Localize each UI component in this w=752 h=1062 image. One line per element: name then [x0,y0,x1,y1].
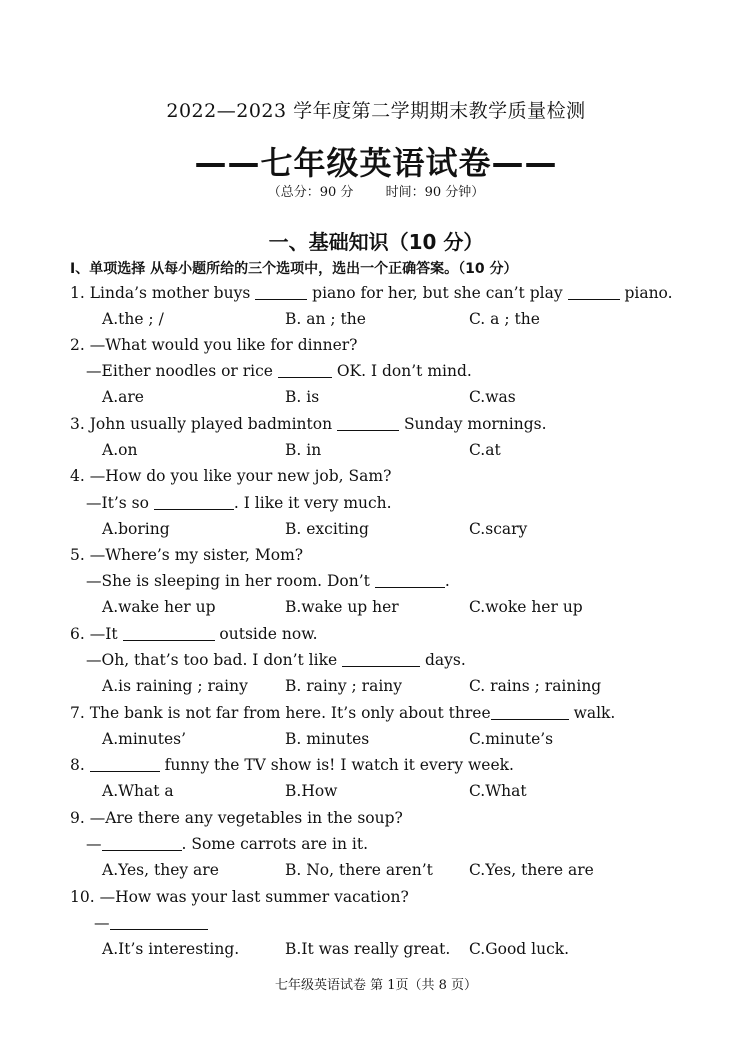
option-c: C.Yes, there are [469,861,594,879]
option-b: B. an ; the [285,310,366,328]
option-a: A.on [102,441,138,459]
answer-blank [278,363,332,378]
exam-info [0,181,752,200]
time-info: 时间：90 分钟） [385,185,485,200]
question-8-line-1: 8. funny the TV show is! I watch it every week. [70,756,514,774]
option-c: C. a ; the [469,310,540,328]
option-c: C.What [469,782,527,800]
option-c: C. rains ; raining [469,677,602,695]
question-9-line-1: 9. —Are there any vegetables in the soup? [70,809,403,827]
answer-blank [154,495,234,510]
option-a: A.It’s interesting. [102,940,240,958]
question-10-line-1: 10. —How was your last summer vacation? [70,888,409,906]
answer-blank [110,915,208,930]
answer-blank [375,573,445,588]
option-b: B. in [285,441,322,459]
answer-blank [568,285,620,300]
exam-year-title: 2022—2023 学年度第二学期期末教学质量检测 [166,100,586,122]
option-a: A.the ; / [102,310,164,328]
score-info: （总分：90 分 [267,185,354,200]
question-9-line-2: — . Some carrots are in it. [86,835,369,853]
option-c: C.minute’s [469,730,554,748]
option-b: B. exciting [285,520,369,538]
question-6-line-2: —Oh, that’s too bad. I don’t like days. [86,651,466,669]
answer-blank [255,285,307,300]
option-c: C.Good luck. [469,940,570,958]
answer-blank [123,626,215,641]
option-a: A.What a [102,782,174,800]
option-a: A.Yes, they are [102,861,219,879]
answer-blank [337,416,399,431]
question-1-line-1: 1. Linda’s mother buys piano for her, but she can’t play piano. [70,284,673,302]
question-5-line-1: 5. —Where’s my sister, Mom? [70,546,304,564]
question-4-line-2: —It’s so . I like it very much. [86,494,392,512]
answer-blank [102,836,182,851]
option-c: C.at [469,441,501,459]
section-instruction: Ⅰ、单项选择 从每小题所给的三个选项中，选出一个正确答案。（10 分） [70,261,518,277]
option-a: A.minutes’ [102,730,187,748]
option-a: A.are [102,388,144,406]
option-a: A.boring [102,520,170,538]
option-c: C.scary [469,520,528,538]
question-2-line-1: 2. —What would you like for dinner? [70,336,358,354]
answer-blank [342,652,420,667]
answer-blank [491,705,569,720]
question-3-line-1: 3. John usually played badminton Sunday mornings. [70,415,547,433]
option-a: A.is raining ; rainy [102,677,248,695]
option-a: A.wake her up [102,598,216,616]
option-b: B. No, there aren’t [285,861,433,879]
exam-main-title: ——七年级英语试卷—— [194,144,558,182]
option-b: B. minutes [285,730,370,748]
question-6-line-1: 6. —It outside now. [70,625,318,643]
option-b: B. rainy ; rainy [285,677,403,695]
question-2-line-2: —Either noodles or rice OK. I don’t mind. [86,362,472,380]
option-c: C.was [469,388,516,406]
option-b: B. is [285,388,320,406]
question-5-line-2: —She is sleeping in her room. Don’t . [86,572,450,590]
option-b: B.How [285,782,338,800]
option-b: B.wake up her [285,598,399,616]
option-c: C.woke her up [469,598,583,616]
question-10-line-2: — [94,914,208,932]
question-4-line-1: 4. —How do you like your new job, Sam? [70,467,392,485]
answer-blank [90,757,160,772]
question-7-line-1: 7. The bank is not far from here. It’s only about three walk. [70,704,616,722]
section-title: 一、基础知识（10 分） [268,230,484,254]
page-footer: 七年级英语试卷 第 1页（共 8 页） [274,978,478,993]
option-b: B.It was really great. [285,940,451,958]
